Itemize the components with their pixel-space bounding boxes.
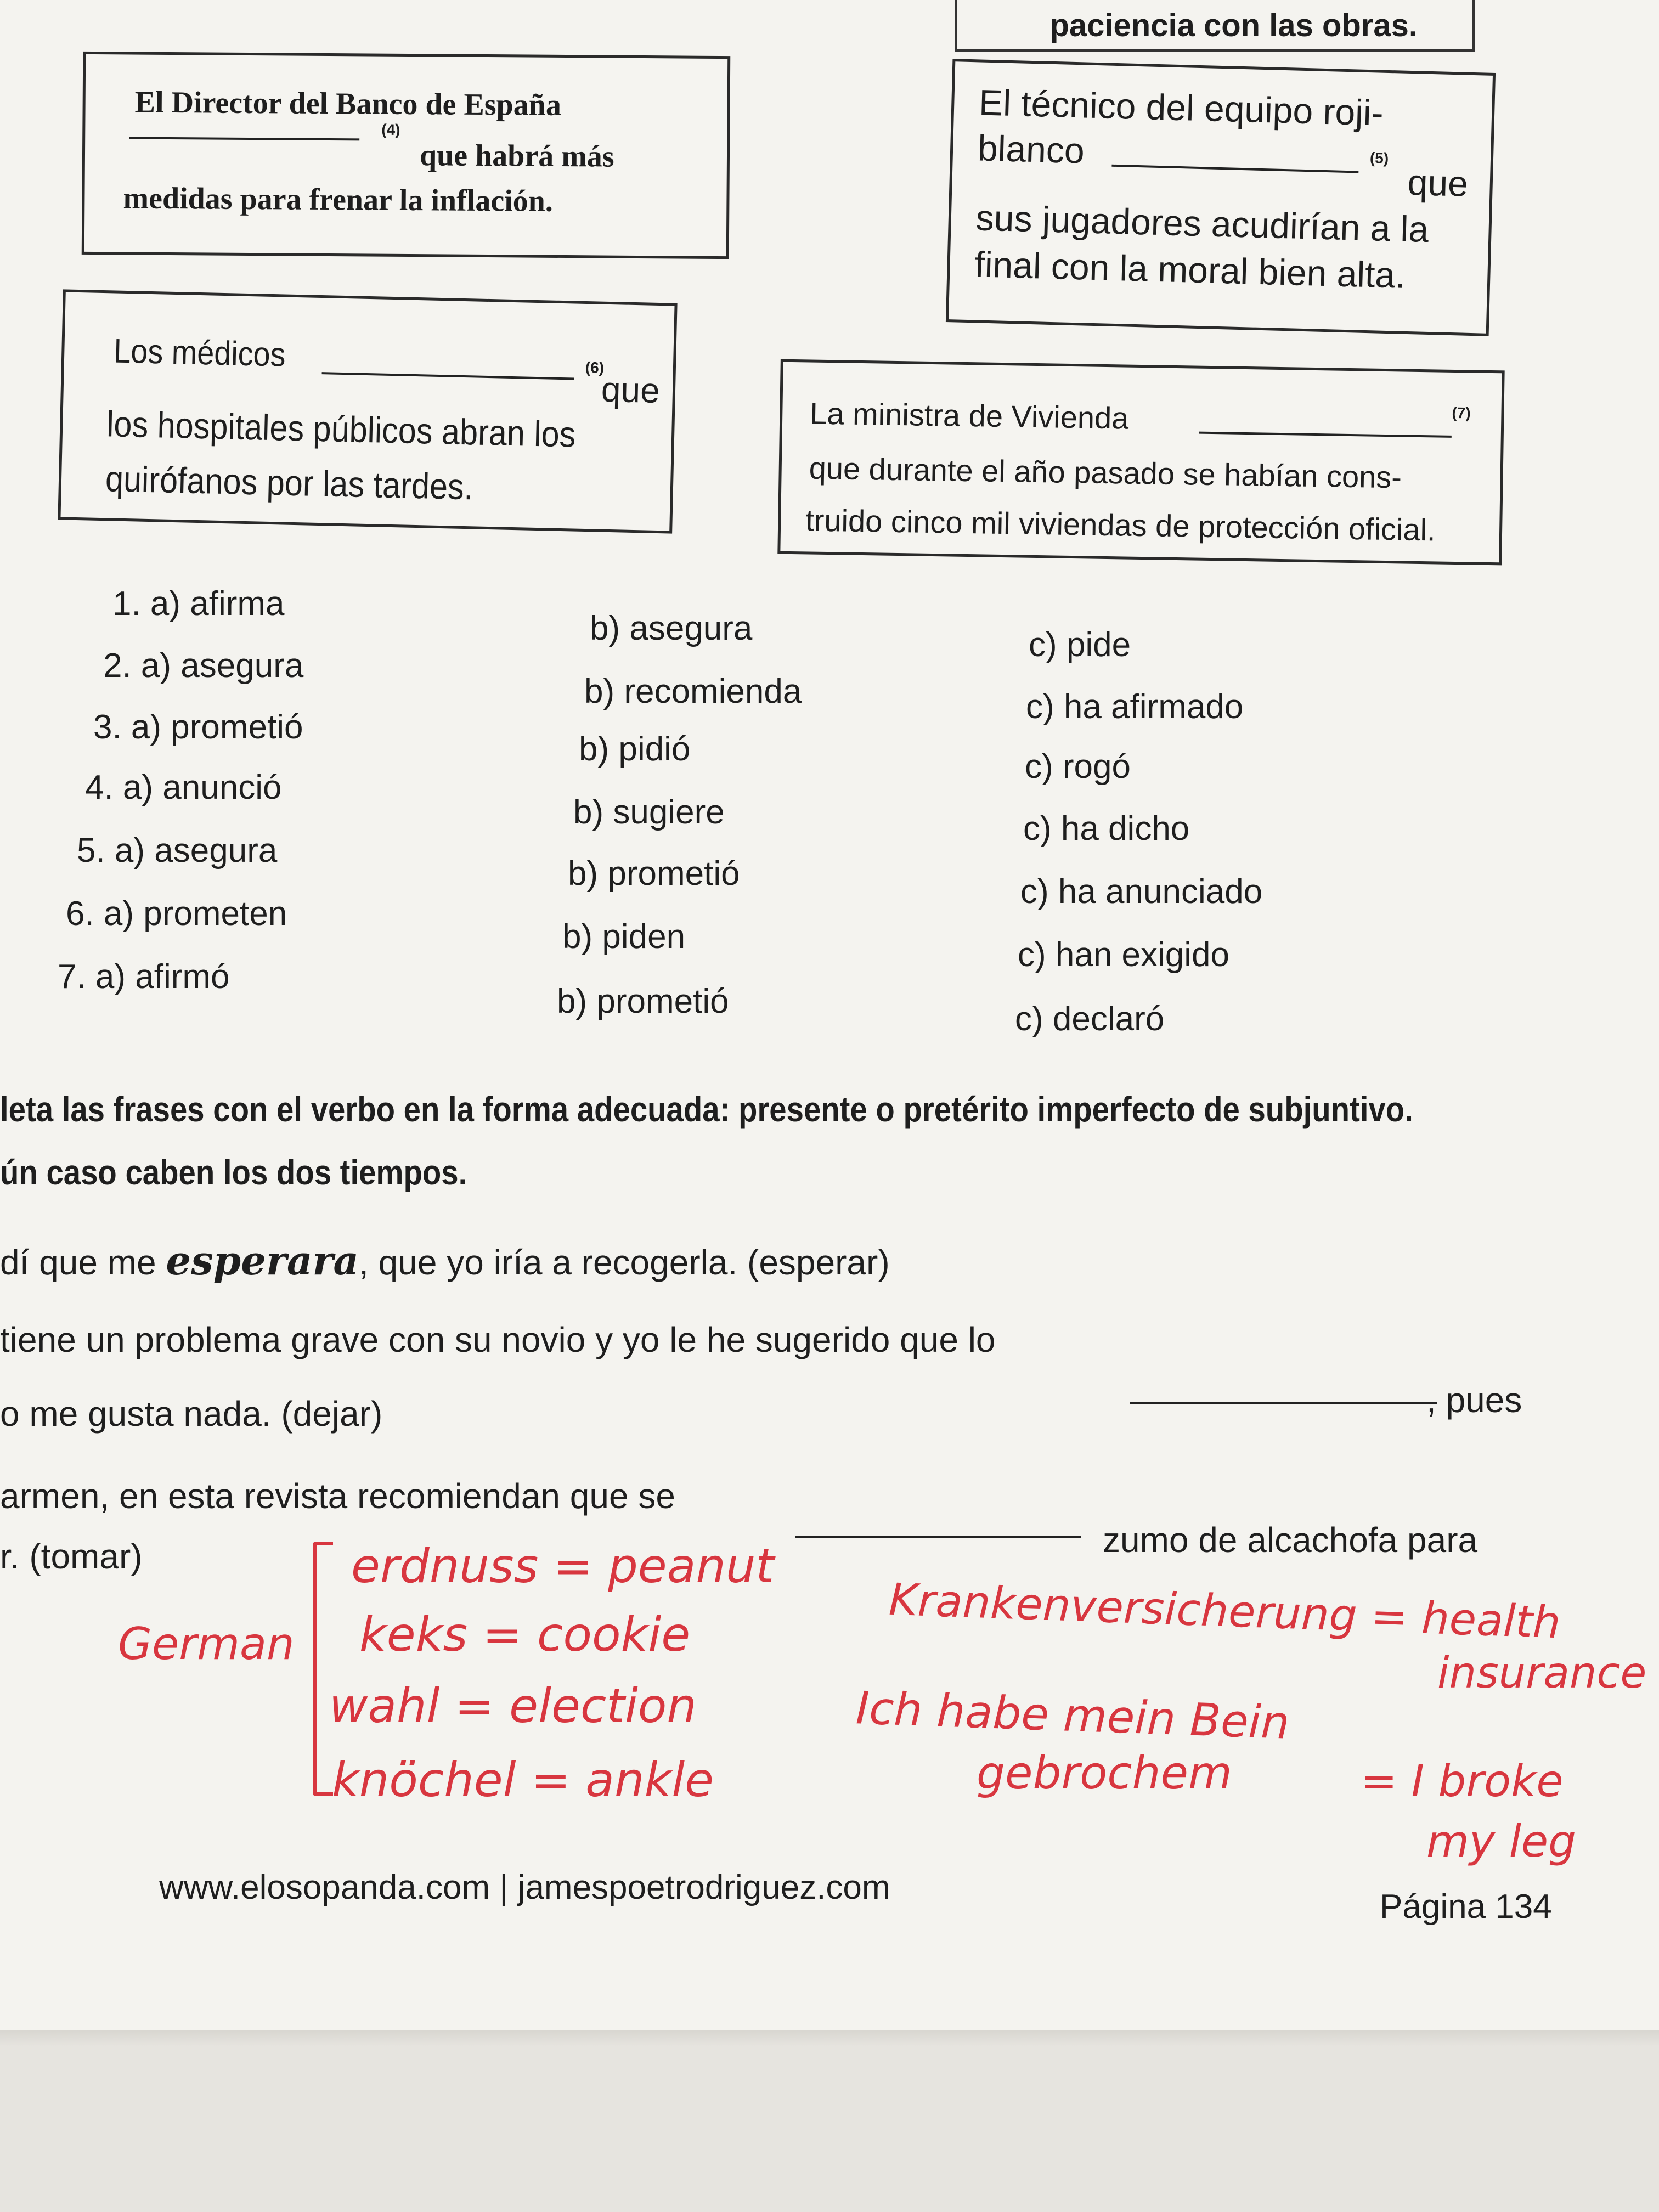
blank-sentence-3 xyxy=(795,1536,1081,1538)
number-7: (7) xyxy=(1452,404,1471,422)
note-wahl: wahl = election xyxy=(329,1679,697,1734)
sentence-1-answer: esperara xyxy=(166,1237,359,1284)
box-4-line-2: que habrá más xyxy=(419,138,614,174)
sentence-2-start: tiene un problema grave con su novio y yo le he sugerido que lo xyxy=(0,1320,996,1359)
note-german-label: German xyxy=(118,1618,295,1669)
box-4 xyxy=(82,52,731,259)
note-bein-line-1: Ich habe mein Bein xyxy=(855,1682,1291,1750)
option-7b: b) prometió xyxy=(557,983,729,1020)
sentence-3-end: zumo de alcachofa para xyxy=(1103,1520,1478,1560)
option-2c: c) ha afirmado xyxy=(1026,688,1244,726)
box-7-line-2: que durante el año pasado se habían cons- xyxy=(809,450,1402,495)
note-broke-line-2: my leg xyxy=(1426,1816,1576,1867)
option-4b: b) sugiere xyxy=(573,793,725,831)
box-5-line-1: El técnico del equipo roji- xyxy=(978,82,1384,133)
note-erdnuss: erdnuss = peanut xyxy=(351,1539,775,1594)
option-6c: c) han exigido xyxy=(1018,936,1230,974)
option-1c: c) pide xyxy=(1029,626,1131,664)
blank-4 xyxy=(129,137,359,140)
footer-websites: www.elosopanda.com | jamespoetrodriguez.com xyxy=(159,1869,890,1906)
top-partial-box xyxy=(955,0,1475,52)
note-bein-line-2: gebrochem xyxy=(977,1747,1232,1799)
sentence-3-cont: r. (tomar) xyxy=(0,1537,143,1576)
option-3c: c) rogó xyxy=(1025,748,1131,786)
box-7-line-3: truido cinco mil viviendas de protección oficial. xyxy=(805,503,1436,548)
note-keks: keks = cookie xyxy=(359,1607,691,1662)
option-2a: 2. a) asegura xyxy=(103,647,304,685)
option-3a: 3. a) prometió xyxy=(93,708,303,746)
box-6 xyxy=(58,289,677,533)
footer-page-number: Página 134 xyxy=(1380,1888,1552,1926)
blank-7 xyxy=(1199,432,1452,438)
option-4a: 4. a) anunció xyxy=(85,769,282,806)
blank-6 xyxy=(322,372,574,380)
box-5-line-2a: blanco xyxy=(977,127,1085,171)
sentence-2-cont: o me gusta nada. (dejar) xyxy=(0,1394,383,1434)
box-5-line-3: sus jugadores acudirían a la xyxy=(975,197,1430,250)
option-5a: 5. a) asegura xyxy=(77,832,278,870)
option-7a: 7. a) afirmó xyxy=(58,958,230,996)
note-insurance: insurance xyxy=(1437,1649,1647,1698)
sentence-1 xyxy=(0,1237,890,1284)
option-7c: c) declaró xyxy=(1015,1000,1165,1038)
note-broke-line-1: = I broke xyxy=(1361,1756,1564,1807)
sentence-3-start: armen, en esta revista recomiendan que se xyxy=(0,1476,675,1516)
box-7 xyxy=(777,359,1504,566)
number-6: (6) xyxy=(585,358,605,376)
box-6-line-3: quirófanos por las tardes. xyxy=(105,458,474,507)
option-6a: 6. a) prometen xyxy=(66,895,287,933)
option-5c: c) ha anunciado xyxy=(1020,873,1263,911)
option-5b: b) prometió xyxy=(568,855,740,893)
option-1a: 1. a) afirma xyxy=(112,585,285,623)
box-4-line-1: El Director del Banco de España xyxy=(134,85,562,122)
box-5-line-4: final con la moral bien alta. xyxy=(974,244,1406,296)
number-5: (5) xyxy=(1369,149,1389,167)
option-6b: b) piden xyxy=(562,918,686,956)
sentence-2-end: , pues xyxy=(1426,1380,1522,1420)
sentence-1-start: dí que me xyxy=(0,1243,156,1282)
number-4: (4) xyxy=(381,121,400,138)
blank-5 xyxy=(1111,165,1358,173)
option-3b: b) pidió xyxy=(579,730,691,768)
note-krankenversicherung: Krankenversicherung = health xyxy=(888,1573,1562,1649)
box-7-line-1: La ministra de Vivienda xyxy=(809,396,1129,436)
box-4-line-3: medidas para frenar la inflación. xyxy=(123,181,554,218)
box-5 xyxy=(946,59,1496,336)
box-6-line-2: los hospitales públicos abran los xyxy=(106,403,577,455)
instruction-line-2: ún caso caben los dos tiempos. xyxy=(0,1153,467,1192)
option-4c: c) ha dicho xyxy=(1023,810,1190,848)
page-edge-shadow xyxy=(0,2030,1659,2046)
top-fragment-text: paciencia con las obras. xyxy=(1049,8,1418,43)
option-2b: b) recomienda xyxy=(584,673,802,710)
box-5-line-2b: que xyxy=(1407,161,1469,204)
sentence-1-end: , que yo iría a recogerla. (esperar) xyxy=(359,1243,890,1282)
blank-sentence-2 xyxy=(1130,1402,1437,1404)
box-6-line-1b: que xyxy=(601,369,661,411)
note-bracket xyxy=(313,1542,333,1796)
note-knochel: knöchel = ankle xyxy=(332,1753,714,1808)
instruction-line-1: leta las frases con el verbo en la forma adecuada: presente o pretérito imperfecto de subjuntivo. xyxy=(0,1090,1413,1129)
box-6-line-1a: Los médicos xyxy=(113,332,286,374)
option-1b: b) asegura xyxy=(590,610,753,647)
